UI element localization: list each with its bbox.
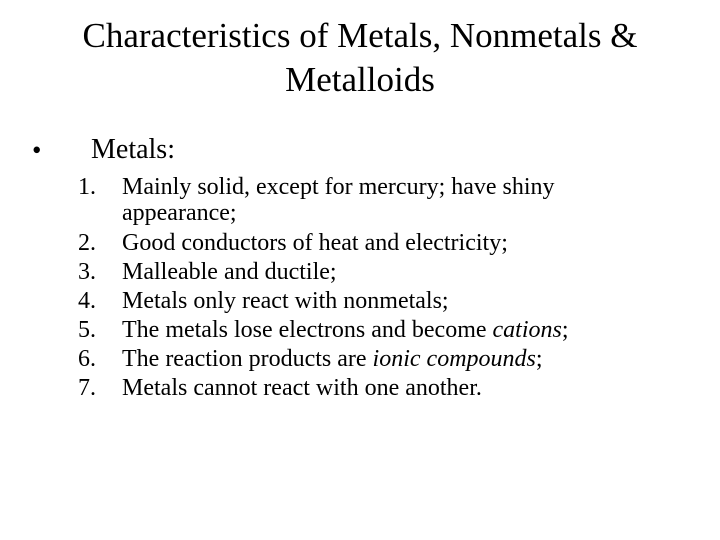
list-item bbox=[78, 229, 698, 258]
slide-title-line-2: Metalloids bbox=[285, 60, 435, 99]
list-item bbox=[78, 316, 698, 345]
bullet-label: Metals: bbox=[91, 134, 175, 165]
list-item-number: 5. bbox=[78, 317, 96, 343]
list-item-text-plain: The reaction products are bbox=[122, 346, 373, 372]
list-item-number: 6. bbox=[78, 346, 96, 372]
list-item-number: 3. bbox=[78, 259, 96, 285]
list-item-text bbox=[122, 316, 698, 345]
list-item bbox=[78, 258, 698, 287]
list-item-text: Good conductors of heat and electricity; bbox=[122, 230, 508, 256]
list-item-text: Metals cannot react with one another. bbox=[122, 375, 482, 401]
list-item-text bbox=[122, 345, 698, 374]
list-item-text-continued: appearance; bbox=[122, 200, 237, 226]
bullet-dot-icon: • bbox=[32, 135, 42, 165]
list-item-text-end: ; bbox=[535, 346, 543, 372]
list-item-text-end: ; bbox=[561, 317, 569, 343]
list-item-text: Mainly solid, except for mercury; have shiny bbox=[122, 174, 555, 200]
numbered-list bbox=[78, 173, 698, 403]
list-item-text-plain: The metals lose electrons and become bbox=[122, 317, 493, 343]
list-item-number: 7. bbox=[78, 375, 96, 401]
list-item-text: Metals only react with nonmetals; bbox=[122, 288, 449, 314]
list-item-text: Malleable and ductile; bbox=[122, 259, 337, 285]
list-item bbox=[78, 173, 698, 225]
list-item bbox=[78, 345, 698, 374]
list-item bbox=[78, 374, 698, 403]
list-item-number: 1. bbox=[78, 174, 96, 200]
slide-title-line-1: Characteristics of Metals, Nonmetals & bbox=[82, 16, 638, 55]
list-item-number: 4. bbox=[78, 288, 96, 314]
list-item-text-emphasis: ionic compounds bbox=[372, 346, 536, 372]
list-item-number: 2. bbox=[78, 230, 96, 256]
list-item-text-emphasis: cations bbox=[492, 317, 562, 343]
list-item bbox=[78, 287, 698, 316]
slide-title bbox=[40, 14, 680, 102]
